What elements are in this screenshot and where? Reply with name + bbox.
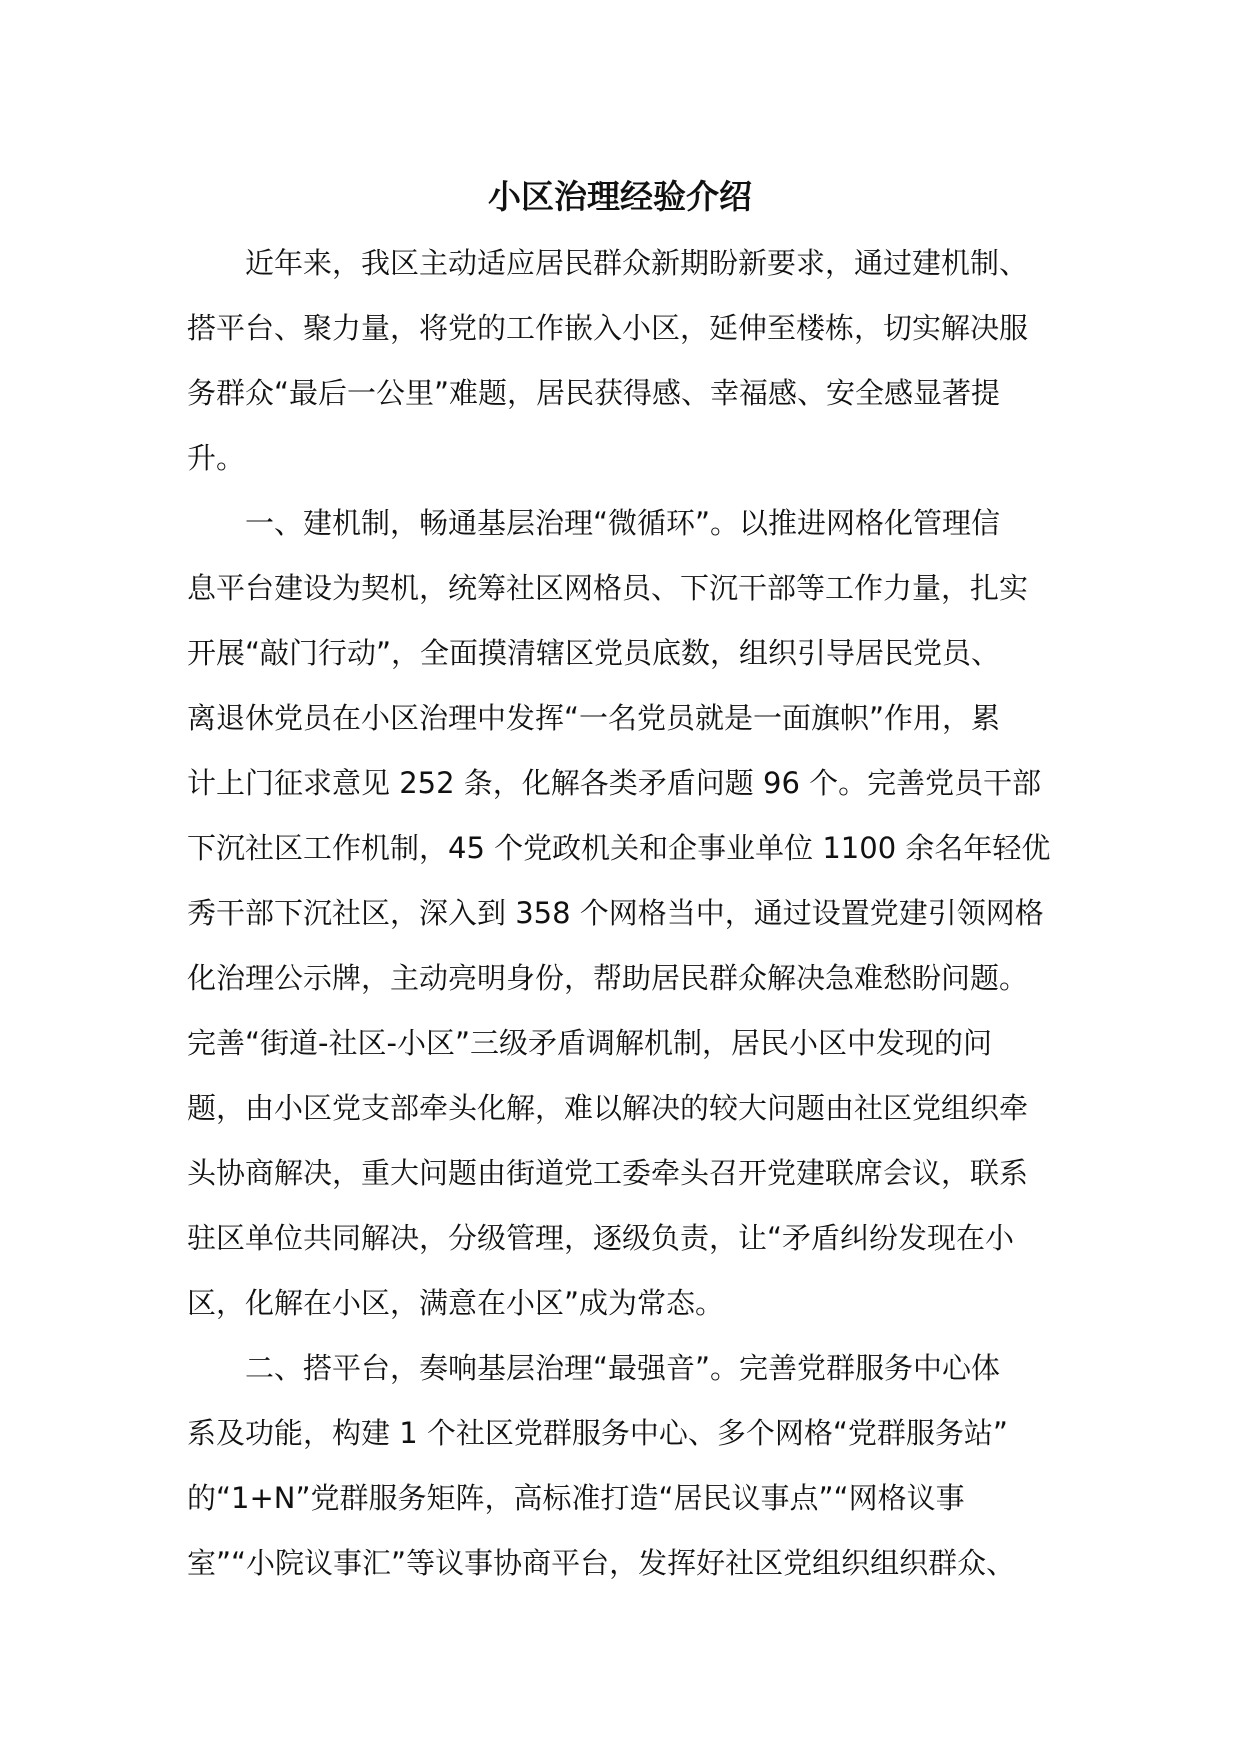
text-line: 区，化解在小区，满意在小区”成为常态。	[187, 1286, 725, 1320]
text-line: 一、建机制，畅通基层治理“微循环”。以推进网格化管理信	[245, 506, 1001, 540]
text-line: 秀干部下沉社区，深入到 358 个网格当中，通过设置党建引领网格	[187, 896, 1044, 930]
text-line: 务群众“最后一公里”难题，居民获得感、幸福感、安全感显著提	[187, 376, 1001, 410]
document-title: 小区治理经验介绍	[488, 177, 752, 216]
text-line: 离退休党员在小区治理中发挥“一名党员就是一面旗帜”作用，累	[187, 701, 1001, 735]
text-line: 下沉社区工作机制，45 个党政机关和企事业单位 1100 余名年轻优	[187, 831, 1051, 865]
text-line: 系及功能，构建 1 个社区党群服务中心、多个网格“党群服务站”	[187, 1416, 1008, 1450]
text-line: 开展“敲门行动”，全面摸清辖区党员底数，组织引导居民党员、	[187, 636, 1001, 670]
text-line: 完善“街道-社区-小区”三级矛盾调解机制，居民小区中发现的问	[187, 1026, 992, 1060]
text-line: 计上门征求意见 252 条，化解各类矛盾问题 96 个。完善党员干部	[187, 766, 1042, 800]
text-line: 升。	[187, 441, 246, 475]
text-line: 驻区单位共同解决，分级管理，逐级负责，让“矛盾纠纷发现在小	[187, 1221, 1015, 1255]
text-line: 室”“小院议事汇”等议事协商平台，发挥好社区党组织组织群众、	[187, 1546, 1016, 1580]
text-line: 的“1+N”党群服务矩阵，高标准打造“居民议事点”“网格议事	[187, 1481, 965, 1515]
text-line: 二、搭平台，奏响基层治理“最强音”。完善党群服务中心体	[245, 1351, 1001, 1385]
text-line: 搭平台、聚力量，将党的工作嵌入小区，延伸至楼栋，切实解决服	[187, 311, 1029, 345]
text-line: 近年来，我区主动适应居民群众新期盼新要求，通过建机制、	[245, 246, 1029, 280]
text-line: 题，由小区党支部牵头化解，难以解决的较大问题由社区党组织牵	[187, 1091, 1029, 1125]
text-line: 化治理公示牌，主动亮明身份，帮助居民群众解决急难愁盼问题。	[187, 961, 1029, 995]
text-line: 息平台建设为契机，统筹社区网格员、下沉干部等工作力量，扎实	[187, 571, 1029, 605]
text-line: 头协商解决，重大问题由街道党工委牵头召开党建联席会议，联系	[187, 1156, 1029, 1190]
document-body	[187, 231, 1067, 1596]
